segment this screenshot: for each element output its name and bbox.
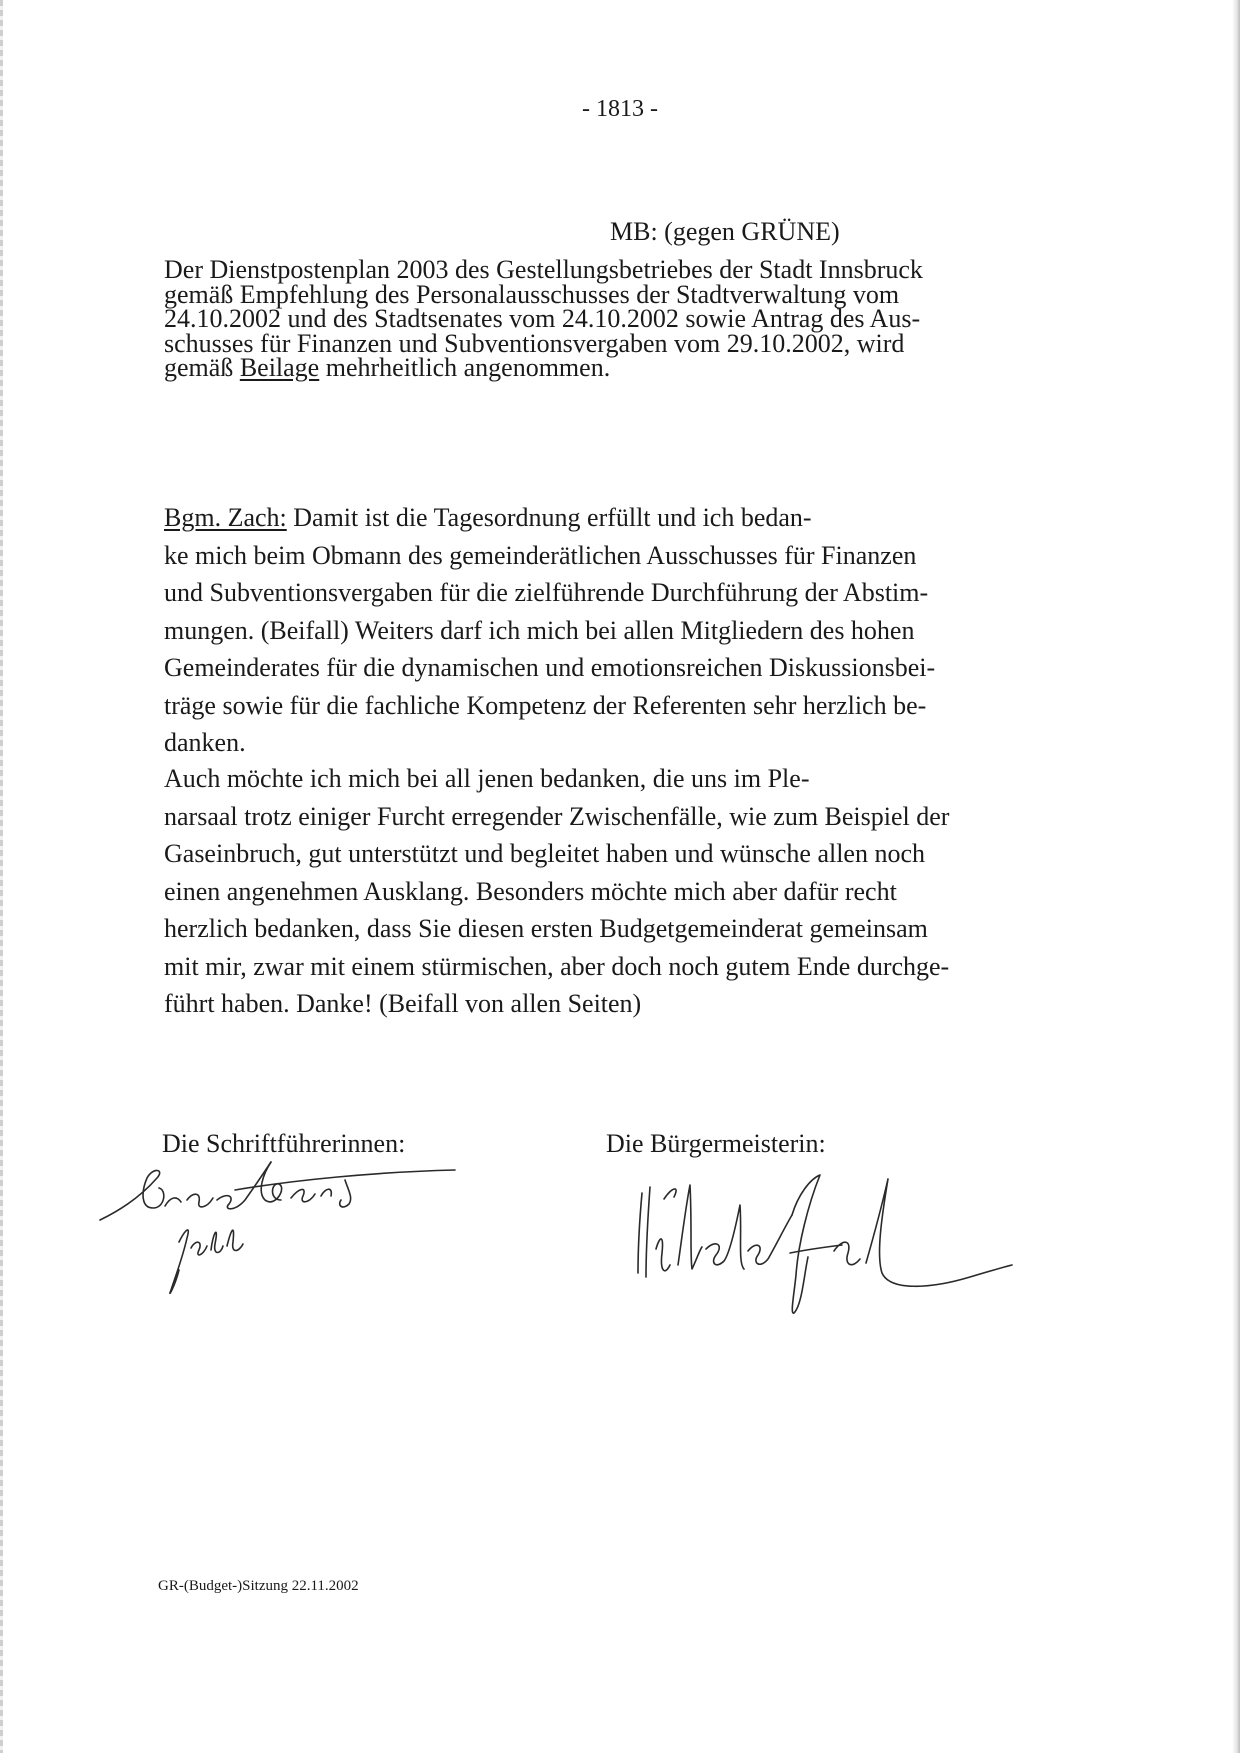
motion-text-suffix: mehrheitlich angenommen.	[319, 353, 611, 382]
scan-edge-left	[0, 0, 3, 1753]
mayor-signature	[620, 1165, 1020, 1325]
motion-vote-note: MB: (gegen GRÜNE)	[610, 217, 840, 246]
mayor-label: Die Bürgermeisterin:	[606, 1129, 826, 1158]
attachment-reference: Beilage	[239, 353, 320, 382]
speech-paragraph-1-text: Damit ist die Tagesordnung erfüllt und ich bedan- ke mich beim Obmann des gemeinderätlichen Ausschusses für Finanzen und Subventionsvergaben für die zielführende Durchführung der Abstim- mungen. (Beifall) Weiters darf ich mich bei allen Mitgliedern des hohen Gemeinderates für die dynamischen und emotionsreichen Diskussionsbei- träge sowie für die fachliche Kompetenz der Referenten sehr herzlich be- danken.	[164, 503, 936, 757]
motion-text-last-line	[164, 353, 610, 382]
motion-text-main: Der Dienstpostenplan 2003 des Gestellungsbetriebes der Stadt Innsbruck gemäß Empfehlung des Personalausschusses der Stadtverwaltung vom 24.10.2002 und des Stadtsenates vom 24.10.2002 sowie Antrag des Aus- schusses für Finanzen und Subventionsvergaben vom 29.10.2002, wird	[164, 255, 923, 358]
secretaries-signature	[95, 1160, 475, 1300]
motion-resolution-text	[164, 255, 1054, 382]
secretaries-label: Die Schriftführerinnen:	[162, 1129, 406, 1158]
scan-edge-right	[1232, 0, 1240, 1753]
speaker-name: Bgm. Zach:	[164, 503, 287, 532]
speech-paragraph-2	[164, 760, 1052, 1023]
motion-text-prefix: gemäß	[164, 353, 240, 382]
session-footer: GR-(Budget-)Sitzung 22.11.2002	[158, 1578, 359, 1594]
speech-paragraph-2-text: Auch möchte ich mich bei all jenen bedanken, die uns im Ple- narsaal trotz einiger Furcht erregender Zwischenfälle, wie zum Beispiel der Gaseinbruch, gut unterstützt und begleitet haben und wünsche allen noch einen angenehmen Ausklang. Besonders möchte mich aber dafür recht herzlich bedanken, dass Sie diesen ersten Budgetgemeinderat gemeinsam mit mir, zwar mit einem stürmischen, aber doch noch gutem Ende durchge- führt haben. Danke! (Beifall von allen Seiten)	[164, 764, 950, 1018]
speech-paragraph-1	[164, 499, 1052, 762]
page-number: - 1813 -	[582, 96, 658, 122]
